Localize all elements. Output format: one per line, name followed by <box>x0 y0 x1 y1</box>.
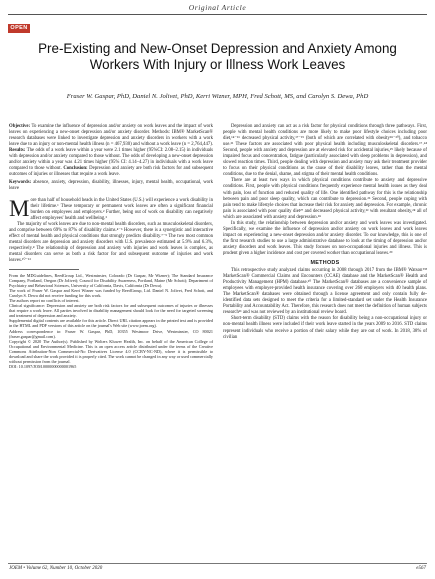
objective-label: Objective: <box>9 124 31 129</box>
methods-heading: METHODS <box>310 260 340 267</box>
copyright-note: Copyright © 2020 The Author(s). Published by Wolters Kluwer Health, Inc. on behalf of the American College of Occupational and Environmental Medicine. This is an open access article distributed under the terms of the Creative Commons Attribution-Non Commercial-No Derivatives License 4.0 (CCBY-NC-ND), where it is permissible to download and share the work provided it is properly cited. The work cannot be changed in any way or used commercially without permission from the journal. <box>9 338 214 365</box>
objective-text: To examine the influence of depression and/or anxiety on work leaves and the impact of work leaves on experiencing a new-onset depression and/or anxiety disorder. Methods: IBM® MarketScan® research databases were linked to investigate depression and anxiety disorders in workers with a work leave due to an injury or non-mental health illness (n = 467,930) and without a work leave (n = 2,764,447). <box>9 124 213 147</box>
right-paragraph-2: There are at least two ways in which physical conditions contribute to anxiety and depressive conditions. First, people with physical conditions frequently experience mental health issues as they deal with pain, loss of function and reduced quality of life. One identified pathway for this is the relationship between pain and poor sleep quality, which can contribute to depression.²⁶ Second, people coping with pain tend to make lifestyle choices that increase their risk for anxiety and depression. For example, chronic pain is associated with poor quality diet²⁷ and decreased physical activity,²³ with resultant obesity,²⁸ all of which are associated with anxiety and depression.¹⁸ <box>223 178 427 220</box>
methods-paragraph-2: Short-term disability (STD) claims with the reason for disability being a non-occupational injury or non-mental health illness were included if their work leave started in the years 2009 to 2016. STD claims represent individuals who receive a portion of their salary while they are out of work. In 2018, 38% of civilian <box>223 316 427 340</box>
left-column <box>9 124 213 369</box>
intro-paragraph-1 <box>9 198 213 222</box>
intro-paragraph-2: The majority of work leaves are due to non-mental health disorders, such as musculoskeletal disorders, and comprise between 69% to 87% of disability claims.⁴⁻⁶ However, there is a synergistic and interactive effect of mental health and physical conditions that strongly predicts disability.⁷⁻⁹ The two most common mental disorders are depression and anxiety disorders with U.S. prevalence estimated at 5.9% and 6.3%, respectively.⁸ The relationship of depression and anxiety with injuries and work leaves is complex, as mental disorders can serve as both a risk factor for and subsequent outcome of injuries and work leaves.¹⁰⁻¹³ <box>9 222 213 264</box>
footer-rule <box>8 563 427 564</box>
funding-note: The work of Fraser W. Gaspar and Kerri Wizner was funded by ReedGroup, Ltd. Daniel N. Jolivet, Fred Schott, and Carolyn S. Dewa did not receive funding for this work. <box>9 287 213 298</box>
affiliations-note: From the MDGuidelines, ReedGroup Ltd., Westminster, Colorado (Dr Gaspar, Mr Wizner); The Standard Insurance Company, Portland, Oregon (Dr Jolivet); Council for Disability Awareness, Portland, Maine (Mr Schott); Department of Psychiatry and Behavioral Sciences, University of California, Davis, California (Dr Dewa). <box>9 272 213 288</box>
section-label <box>0 3 435 12</box>
drop-cap: M <box>9 196 30 221</box>
supplemental-note: Supplemental digital contents are available for this article. Direct URL citation appears in the printed text and is provided in the HTML and PDF versions of this article on the journal's Web site (www.joem.org). <box>9 318 213 329</box>
results-label: Results: <box>9 148 26 153</box>
right-paragraph-3: In this study, the relationship between depression and/or anxiety and work leaves was investigated. Specifically, we examine the influence of depression and/or anxiety on work leaves and work leaves impact on experiencing a new-onset depression and/or anxiety disorder. To our knowledge, this is one of the first research studies to use a large administrative database to look at the timing of depression and/or anxiety disorders and work leaves. This study focuses on non-occupational injuries and illness. This is prudent given a higher incidence and cost per covered worker than occupational leaves.²⁹ <box>223 220 427 256</box>
results-text: The odds of a work leave within a year were 2.1 times higher (95%CI: 2.08–2.15) in individuals with depression and/or anxiety compared to those without. The odds of developing a new-onset depression and/or anxiety within a year was 4.21 times higher (95% CI: 4.14–4.27) in individuals with a work leave compared to those without. <box>9 148 213 171</box>
methods-paragraph-1: This retrospective study analyzed claims occurring in 2008 through 2017 from the IBM® Watson™ MarketScan® Commercial Claims and Encounters (CCAE) database and the MarketScan® Health and Productivity Management (HPM) database.³⁰ The MarketScan® databases are a convenience sample of employees with employer-provided health insurance covering over 260 employers with 40 health plans. The MarketScan® databases were obtained through a license agreement and only contain fully de-identified data sets designed to meet the criteria for a limited-standard set under the Health Insurance Portability and Accountability Act. Therefore, this research does not meet the definition of human subjects research³¹ and was not reviewed by an institutional review board. <box>223 268 427 316</box>
introduction <box>9 198 213 265</box>
right-paragraph-1: Depression and anxiety can act as a risk factor for physical conditions through three pathways. First, people with mental health conditions are more likely to make poor lifestyle choices including poor diet,¹⁴⁻¹⁶ decreased physical activity,¹⁷⁻¹⁹ (both of which are correlated with obesity¹⁸⁻²⁰), and tobacco use.²¹ These factors are associated with poor physical health including musculoskeletal disorders.¹⁷˒²⁴ Second, people with anxiety and depression are at elevated risk for accidental injuries,²⁵ likely because of impaired focus and concentration, fatigue (particularly associated with sleep problems in depression), and slowed reaction times. Third, people dealing with depression and anxiety may ask their treatment provider to focus on their physical conditions as the cause of their disability leaves, rather than the mental conditions, due to the denial, shame, and stigma of their mental health conditions. <box>223 124 427 178</box>
footnote-rule <box>9 269 79 270</box>
conflict-note: The authors report no conflicts of interest. <box>9 297 80 303</box>
page-number: e567 <box>416 566 426 571</box>
section-label-text: Original Article <box>183 3 253 12</box>
keywords-text: absence, anxiety, depression, disability, illnesses, injury, mental health, occupational, work leave <box>9 180 213 191</box>
footnotes <box>9 273 213 370</box>
abstract <box>9 124 213 192</box>
article-title: Pre-Existing and New-Onset Depression and Anxiety Among Workers With Injury or Illness Work Leaves <box>38 41 397 72</box>
correspondence-note: Address correspondence to: Fraser W. Gaspar, PhD, 10355 Westmoor Drive, Westminster, CO 80021 (fraser.gaspar@gmail.com). <box>9 328 213 339</box>
conclusion-label: Conclusion: <box>63 166 88 171</box>
doi-note: DOI: 10.1097/JOM.0000000000001965 <box>9 364 77 370</box>
keywords-label: Keywords: <box>9 180 32 185</box>
conclusion-text: Depression and anxiety are both risk factors for and subsequent outcomes of injuries or illnesses that require a work leave. <box>9 166 214 177</box>
open-access-badge: OPEN <box>8 24 30 33</box>
journal-citation: JOEM • Volume 62, Number 10, October 2020 <box>9 566 103 571</box>
author-list: Fraser W. Gaspar, PhD, Daniel N. Jolivet, PhD, Kerri Wizner, MPH, Fred Schott, MS, and Carolyn S. Dewa, PhD <box>66 93 369 100</box>
keywords <box>9 180 213 192</box>
clinical-significance-note: Clinical significance: Depression and anxiety are both risk factors for and subsequent outcomes of injuries or illnesses that require a work leave. All parties involved in disability management should look for the need for targeted screening and treatment of depression and anxiety. <box>9 303 213 319</box>
right-column <box>223 124 427 341</box>
header-rule <box>8 14 427 15</box>
abstract-text <box>9 124 213 178</box>
intro-p1-text: ore than half of household heads in the United States (U.S.) will experience a work disability in their lifetime.¹ These temporary or permanent work leaves are often a significant financial burden on employees and employers.² Further, being out of work on disability can negatively affect employees' health and wellbeing.³ <box>30 198 213 222</box>
